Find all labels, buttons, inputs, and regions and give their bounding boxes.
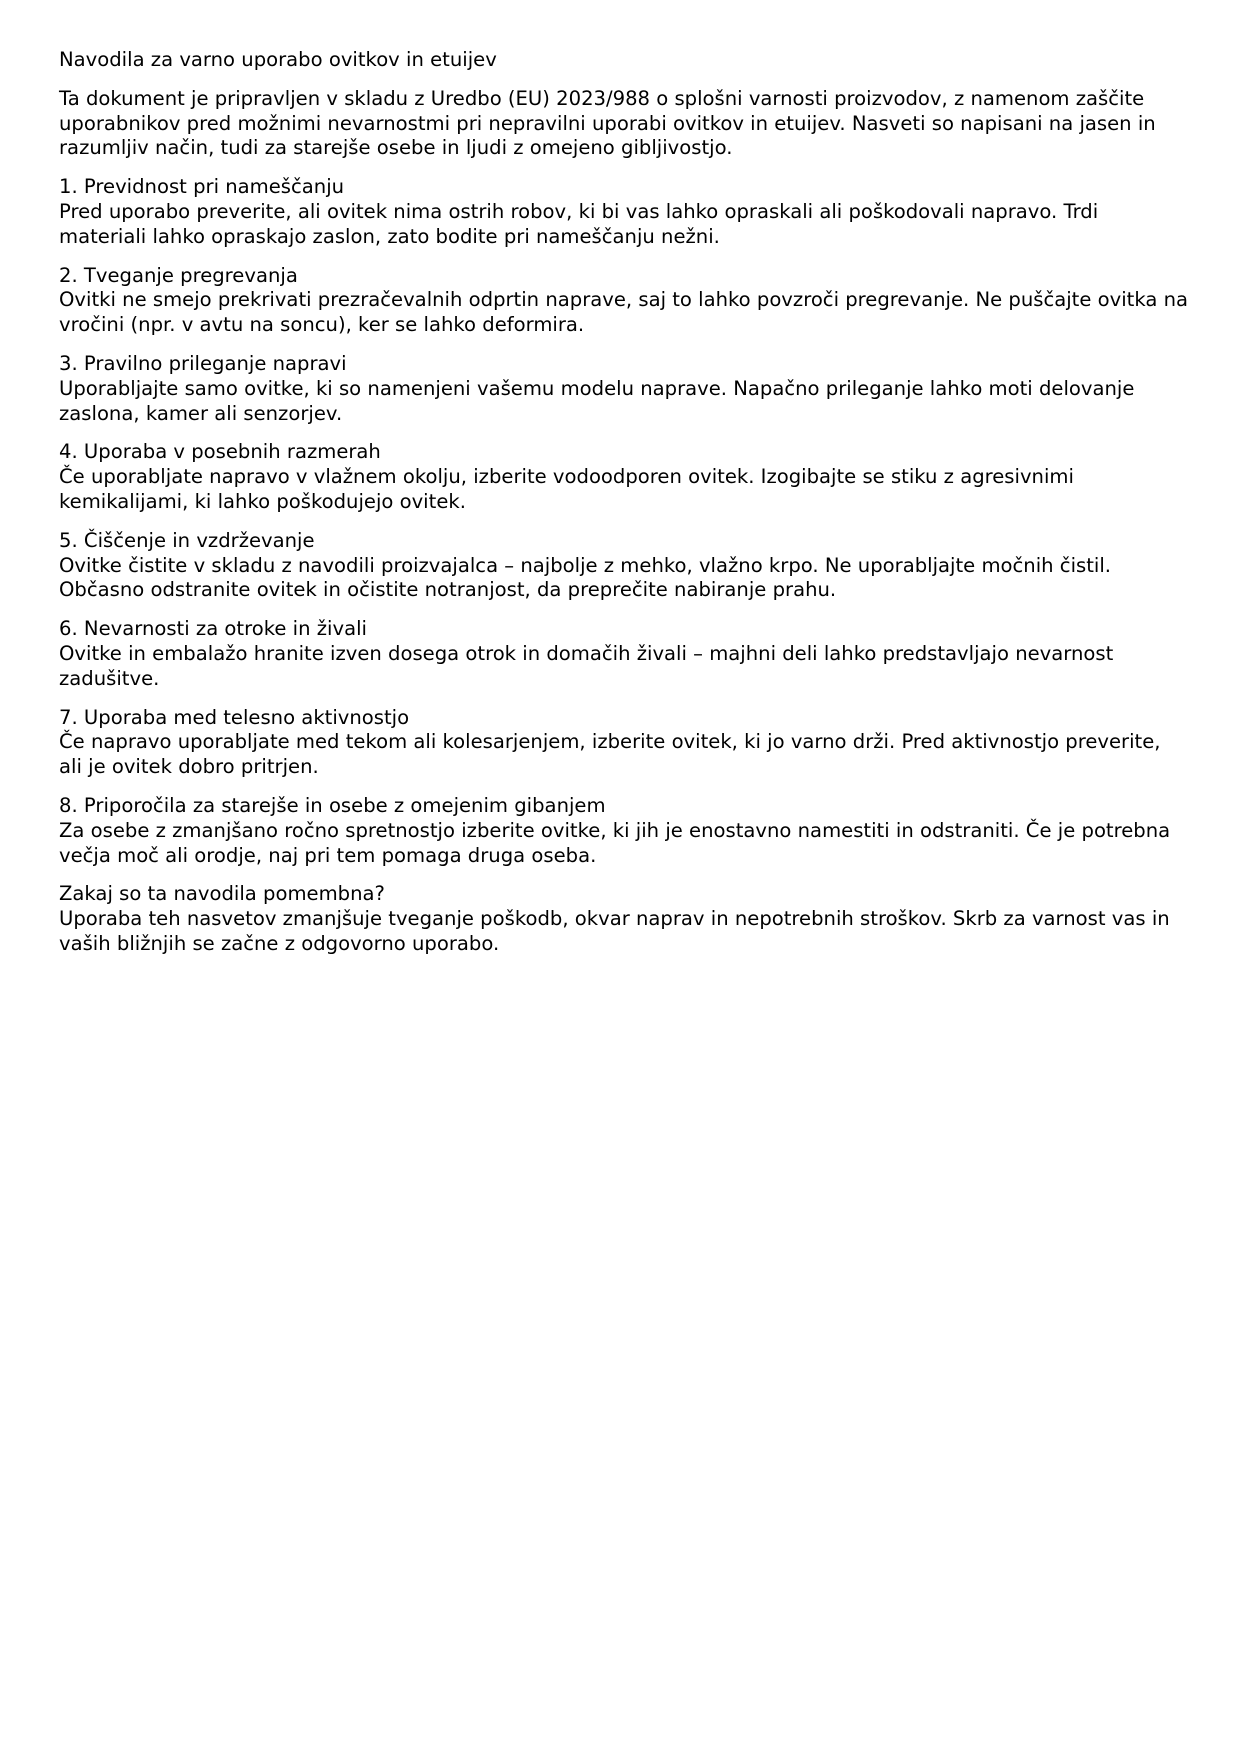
section-heading: 8. Priporočila za starejše in osebe z omejenim gibanjem — [59, 793, 606, 817]
section-cleaning-maintenance — [59, 529, 1189, 603]
section-why-important — [59, 882, 1189, 956]
section-heading: 2. Tveganje pregrevanja — [59, 263, 298, 287]
section-body: Uporabljajte samo ovitke, ki so namenjeni vašemu modelu naprave. Napačno prileganje lahko moti delovanje zaslona, kamer ali senzorjev. — [59, 376, 1135, 425]
section-body: Za osebe z zmanjšano ročno spretnostjo izberite ovitke, ki jih je enostavno namestiti in odstraniti. Če je potrebna večja moč ali orodje, naj pri tem pomaga druga oseba. — [59, 818, 1171, 867]
section-heading: 3. Pravilno prileganje napravi — [59, 351, 347, 375]
document-title: Navodila za varno uporabo ovitkov in etuijev — [59, 48, 497, 71]
document-intro: Ta dokument je pripravljen v skladu z Uredbo (EU) 2023/988 o splošni varnosti proizvodov, z namenom zaščite uporabnikov pred možnimi nevarnostmi pri nepravilni uporabi ovitkov in etuijev. Nasveti so napisani na jasen in razumljiv način, tudi za starejše osebe in ljudi z omejeno gibljivostjo. — [59, 86, 1156, 160]
section-children-animals — [59, 617, 1189, 691]
section-body: Pred uporabo preverite, ali ovitek nima ostrih robov, ki bi vas lahko opraskali ali poškodovali napravo. Trdi materiali lahko opraskajo zaslon, zato bodite pri nameščanju nežni. — [59, 199, 1099, 248]
section-placement-caution — [59, 175, 1189, 249]
section-body: Če napravo uporabljate med tekom ali kolesarjenjem, izberite ovitek, ki jo varno drži. Pred aktivnostjo preverite, ali je ovitek dobro pritrjen. — [59, 730, 1161, 779]
document-page — [59, 48, 1189, 971]
section-physical-activity — [59, 706, 1189, 780]
section-special-conditions — [59, 440, 1189, 514]
section-heading: 4. Uporaba v posebnih razmerah — [59, 440, 381, 464]
section-heading: 7. Uporaba med telesno aktivnostjo — [59, 705, 410, 729]
section-body: Ovitke čistite v skladu z navodili proizvajalca – najbolje z mehko, vlažno krpo. Ne uporabljajte močnih čistil. Občasno odstranite ovitek in očistite notranjost, da preprečite nabiranje prahu. — [59, 553, 1112, 602]
section-heading: 5. Čiščenje in vzdrževanje — [59, 528, 315, 552]
section-body: Ovitki ne smejo prekrivati prezračevalnih odprtin naprave, saj to lahko povzroči pregrevanje. Ne puščajte ovitka na vročini (npr. v avtu na soncu), ker se lahko deformira. — [59, 288, 1189, 337]
section-heading: 1. Previdnost pri nameščanju — [59, 175, 345, 199]
section-body: Če uporabljate napravo v vlažnem okolju, izberite vodoodporen ovitek. Izogibajte se stiku z agresivnimi kemikalijami, ki lahko poškodujejo ovitek. — [59, 465, 1074, 513]
section-body: Ovitke in embalažo hranite izven dosega otrok in domačih živali – majhni deli lahko predstavljajo nevarnost zadušitve. — [59, 641, 1114, 690]
section-body: Uporaba teh nasvetov zmanjšuje tveganje poškodb, okvar naprav in nepotrebnih stroškov. Skrb za varnost vas in vaših bližnjih se začne z odgovorno uporabo. — [59, 907, 1170, 955]
section-overheating-risk — [59, 264, 1189, 338]
section-heading: 6. Nevarnosti za otroke in živali — [59, 617, 367, 641]
section-elderly-recommendations — [59, 794, 1189, 868]
section-heading: Zakaj so ta navodila pomembna? — [59, 882, 385, 906]
section-device-fit — [59, 352, 1189, 426]
